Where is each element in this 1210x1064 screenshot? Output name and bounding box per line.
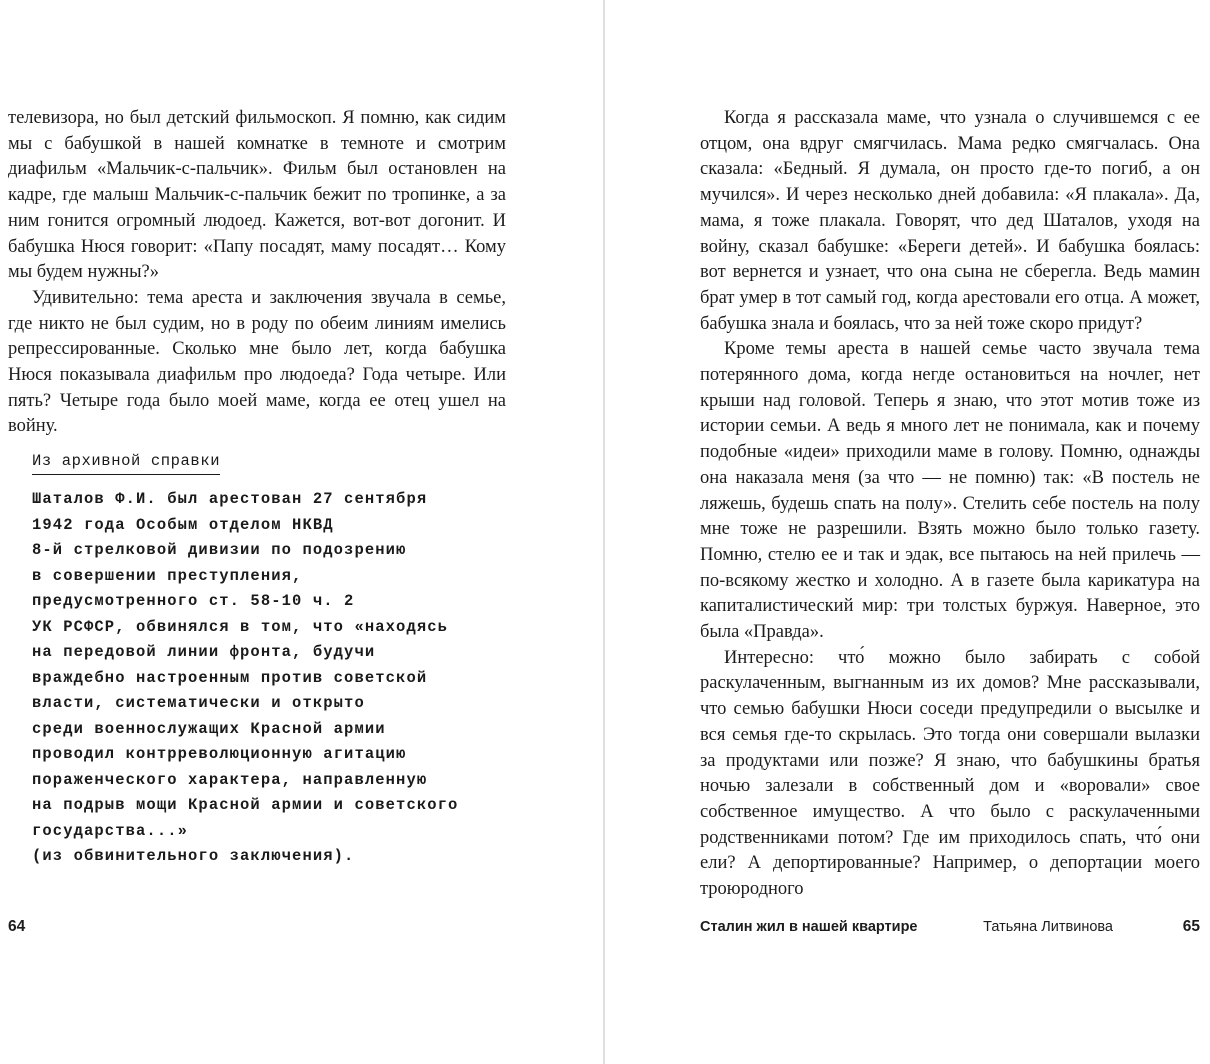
archive-line: проводил контрреволюционную агитацию bbox=[32, 745, 407, 763]
archive-line: среди военнослужащих Красной армии bbox=[32, 719, 386, 738]
left-paragraph-2: Удивительно: тема ареста и заключения звучала в семье, где никто не был судим, но в роду по обеим линиям имелись репрессированные. Сколько мне было лет, когда бабушка Нюся показывала диафильм про людоеда? Года четыре. Или пять? Четыре года было моей маме, когда ее отец ушел на войну. bbox=[8, 287, 506, 437]
right-paragraph-3: Интересно: что́ можно было забирать с собой раскулаченным, выгнанным из их домов? Мне рассказывали, что семью бабушки Нюси соседи предупредили о высылке и вся семья где-то скрылась. Это тогда они совершали вылазки за продуктами или позже? Я знаю, что бабушкины братья ночью залезали в собственный дом и «воровали» свое собственное имущество. А что было с раскулаченными родственниками потом? Где им приходилось спать, что́ они ели? А депортированные? Например, о депортации моего троюродного bbox=[700, 647, 1200, 900]
page-gutter bbox=[603, 0, 605, 1064]
archive-line: враждебно настроенным против советской bbox=[32, 668, 428, 687]
archive-line: в совершении преступления, bbox=[32, 566, 303, 585]
right-page-number: 65 bbox=[1182, 918, 1200, 935]
archive-line: 1942 года Особым отделом НКВД bbox=[32, 515, 334, 534]
archive-line: государства...» bbox=[32, 821, 189, 840]
left-paragraph-1: телевизора, но был детский фильмоскоп. Я помню, как сидим мы с бабушкой в нашей комнатке в темноте и смотрим диафильм «Мальчик-с-пальчик». Фильм был остановлен на кадре, где малыш Мальчик-с-пальчик бежит по тропинке, а за ним гонится огромный людоед. Кажется, вот-вот догонит. И бабушка Нюся говорит: «Папу посадят, маму посадят… Кому мы будем нужны?» bbox=[8, 108, 506, 283]
archive-line: пораженческого характера, направленную bbox=[32, 770, 428, 789]
archive-quote bbox=[32, 487, 552, 870]
archive-line: Шаталов Ф.И. был арестован 27 сентября bbox=[32, 490, 428, 508]
archive-line: на передовой линии фронта, будучи bbox=[32, 643, 376, 661]
archive-line: на подрыв мощи Красной армии и советского bbox=[32, 796, 459, 814]
running-head-author: Татьяна Литвинова bbox=[983, 919, 1113, 935]
right-page-body bbox=[700, 106, 1200, 903]
archive-line: УК РСФСР, обвинялся в том, что «находясь bbox=[32, 617, 449, 636]
left-page-number: 64 bbox=[8, 918, 26, 935]
archive-line: власти, систематически и открыто bbox=[32, 694, 365, 712]
archive-line: предусмотренного ст. 58-10 ч. 2 bbox=[32, 592, 355, 610]
archive-line: (из обвинительного заключения). bbox=[32, 847, 355, 865]
archive-line: 8-й стрелковой дивизии по подозрению bbox=[32, 541, 407, 559]
left-page-body bbox=[8, 106, 506, 440]
right-paragraph-2: Кроме темы ареста в нашей семье часто звучала тема потерянного дома, когда негде остановиться на ночлег, нет крыши над головой. Теперь я знаю, что этот мотив тоже из истории семьи. А ведь я много лет не понимала, как и почему подобные «идеи» приходили маме в голову. Помню, однажды она наказала меня (за что — не помню) так: «В постель не ляжешь, будешь спать на полу». Стелить себе постель на полу мне тоже не разрешили. Взять можно было только газету. Помню, стелю ее и так и эдак, все пытаюсь на ней прилечь — по-всякому жестко и холодно. А в газете была карикатура на капиталистический мир: три толстых буржуя. Наверное, это была «Правда». bbox=[700, 339, 1200, 643]
right-paragraph-1: Когда я рассказала маме, что узнала о случившемся с ее отцом, она вдруг смягчилась. Мама редко смягчалась. Она сказала: «Бедный. Я думала, он просто где-то погиб, а он мучился». И через несколько дней добавила: «Я плакала». Да, мама, я тоже плакала. Говорят, что дед Шаталов, уходя на войну, сказал бабушке: «Береги детей». И бабушка боялась: вот вернется и узнает, что она сына не сберегла. Ведь мамин брат умер в тот самый год, когда арестовали его отца. А может, бабушка знала и боялась, что за ней тоже скоро придут? bbox=[700, 108, 1200, 334]
running-head-title: Сталин жил в нашей квартире bbox=[700, 919, 918, 935]
archive-heading: Из архивной справки bbox=[32, 449, 220, 475]
